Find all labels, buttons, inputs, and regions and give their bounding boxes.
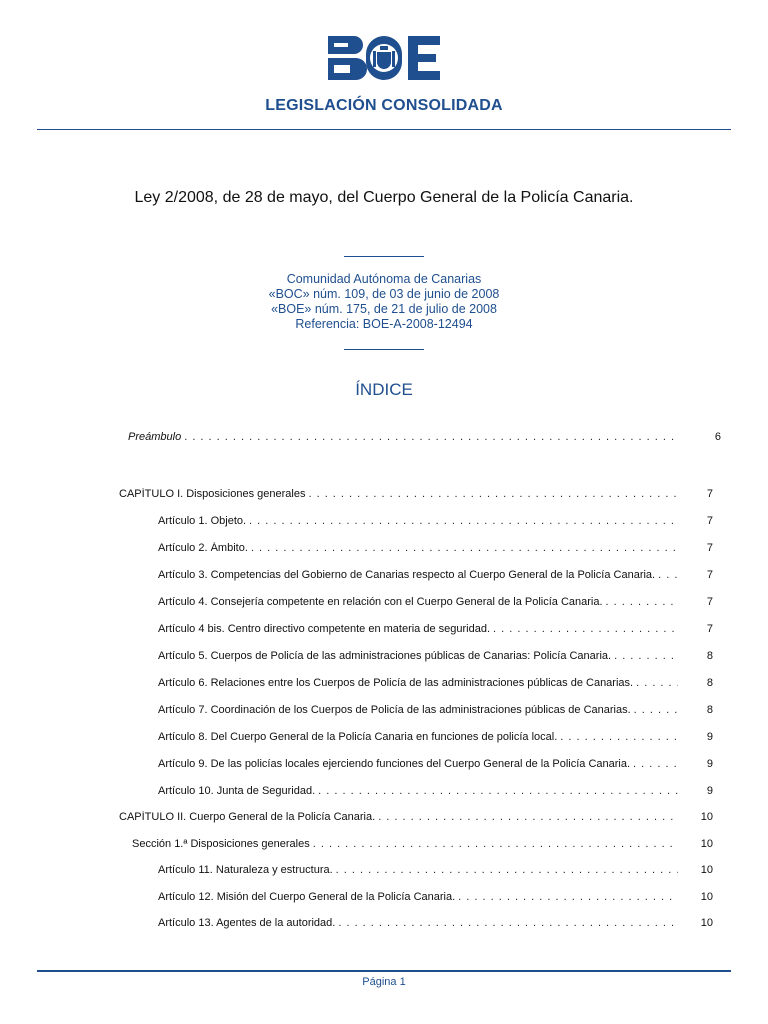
toc-entry[interactable] [158, 542, 713, 560]
toc-entry-label: Preámbulo [128, 431, 182, 443]
meta-boe-reference: «BOE» núm. 175, de 21 de julio de 2008 [271, 302, 497, 316]
toc-entry[interactable] [158, 731, 713, 749]
toc-entry-label: Artículo 2. Ámbito. [158, 542, 248, 554]
footer-divider [37, 970, 731, 972]
toc-entry[interactable] [158, 891, 713, 909]
toc-entry-page: 7 [706, 569, 713, 581]
toc-entry[interactable] [158, 704, 713, 722]
toc-entry-label: Artículo 3. Competencias del Gobierno de Canarias respecto al Cuerpo General de la Policía Canaria. [158, 569, 656, 581]
toc-entry[interactable] [158, 623, 713, 641]
toc-entry-page: 8 [706, 704, 713, 716]
toc-entry[interactable] [158, 864, 713, 882]
toc-entry[interactable] [119, 811, 713, 829]
boe-logo [328, 36, 440, 80]
toc-entry-page: 9 [706, 731, 713, 743]
toc-entry-label: Artículo 9. De las policías locales ejerciendo funciones del Cuerpo General de la Policía Canaria. [158, 758, 631, 770]
toc-entry-page: 10 [700, 838, 713, 850]
toc-entry-page: 7 [706, 596, 713, 608]
law-title: Ley 2/2008, de 28 de mayo, del Cuerpo General de la Policía Canaria. [134, 189, 634, 206]
toc-entry-label: Artículo 1. Objeto. [158, 515, 247, 527]
toc-entry[interactable] [158, 677, 713, 695]
toc-entry-label: Artículo 4 bis. Centro directivo competente en materia de seguridad. [158, 623, 491, 635]
toc-entry-page: 10 [700, 864, 713, 876]
toc-entry-page: 9 [706, 758, 713, 770]
toc-entry-page: 10 [700, 811, 713, 823]
toc-entry-label: Artículo 7. Coordinación de los Cuerpos de Policía de las administraciones públicas de Canarias. [158, 704, 631, 716]
toc-entry-label: Artículo 10. Junta de Seguridad. [158, 785, 316, 797]
toc-entry-label: Artículo 12. Misión del Cuerpo General de la Policía Canaria. [158, 891, 456, 903]
toc-entry[interactable] [132, 838, 713, 856]
toc-entry-page: 7 [706, 488, 713, 500]
meta-divider-top [344, 256, 424, 257]
toc-entry-label: CAPÍTULO I. Disposiciones generales [119, 488, 306, 500]
toc-entry-label: Artículo 8. Del Cuerpo General de la Policía Canaria en funciones de policía local. [158, 731, 558, 743]
document-kind-heading: LEGISLACIÓN CONSOLIDADA [265, 97, 503, 114]
toc-entry-page: 6 [714, 431, 721, 443]
toc-entry[interactable] [158, 785, 713, 803]
toc-entry[interactable] [158, 758, 713, 776]
toc-entry-page: 8 [706, 650, 713, 662]
toc-entry-page: 7 [706, 623, 713, 635]
header-divider [37, 129, 731, 130]
toc-entry-page: 7 [706, 542, 713, 554]
toc-entry[interactable] [158, 917, 713, 935]
toc-entry-page: 8 [706, 677, 713, 689]
law-metadata [0, 272, 768, 332]
toc-entry[interactable] [158, 515, 713, 533]
toc-entry-label: CAPÍTULO II. Cuerpo General de la Policía Canaria. [119, 811, 376, 823]
toc-entry-label: Artículo 11. Naturaleza y estructura. [158, 864, 333, 876]
meta-boc-reference: «BOC» núm. 109, de 03 de junio de 2008 [268, 287, 500, 301]
toc-entry-label: Artículo 13. Agentes de la autoridad. [158, 917, 336, 929]
toc-entry-label: Artículo 5. Cuerpos de Policía de las administraciones públicas de Canarias: Policía Canaria. [158, 650, 612, 662]
toc-entry[interactable] [158, 569, 713, 587]
toc-entry-label: Sección 1.ª Disposiciones generales [132, 838, 310, 850]
toc-entry-page: 7 [706, 515, 713, 527]
toc-entry-page: 10 [700, 917, 713, 929]
page-number: Página 1 [362, 976, 406, 988]
toc-entry[interactable] [158, 650, 713, 668]
toc-entry-label: Artículo 4. Consejería competente en relación con el Cuerpo General de la Policía Canaria. [158, 596, 603, 608]
toc-entry-label: Artículo 6. Relaciones entre los Cuerpos de Policía de las administraciones públicas de Canarias. [158, 677, 634, 689]
meta-reference-id: Referencia: BOE-A-2008-12494 [295, 317, 473, 331]
toc-entry[interactable] [119, 488, 713, 506]
index-title: ÍNDICE [355, 380, 413, 399]
toc-entry-page: 9 [706, 785, 713, 797]
meta-autonomous-community: Comunidad Autónoma de Canarias [286, 272, 482, 286]
meta-divider-bottom [344, 349, 424, 350]
toc-entry[interactable] [128, 431, 721, 449]
toc-entry[interactable] [158, 596, 713, 614]
toc-entry-page: 10 [700, 891, 713, 903]
